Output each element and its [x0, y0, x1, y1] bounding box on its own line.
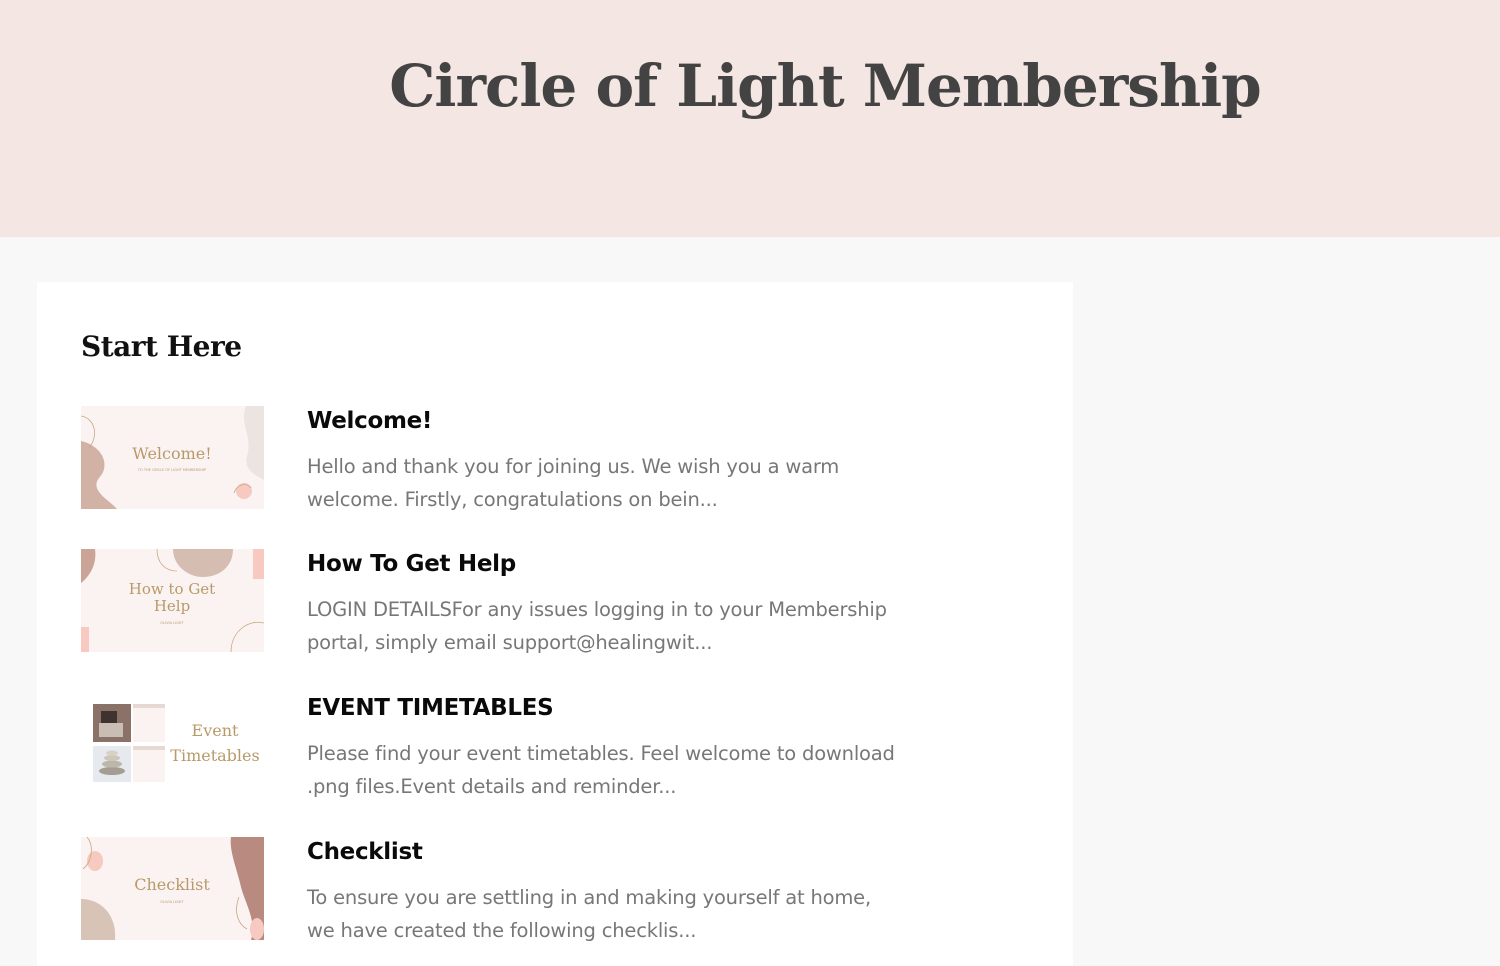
- thumb-title-line2: Timetables: [170, 746, 260, 765]
- page-header: [0, 0, 1500, 237]
- lesson-thumbnail[interactable]: [81, 549, 264, 652]
- lesson-thumbnail[interactable]: [81, 693, 264, 796]
- help-thumbnail-image: [81, 549, 264, 652]
- lesson-item-event-timetables[interactable]: [81, 693, 981, 803]
- welcome-thumbnail-image: [81, 406, 264, 509]
- lesson-title[interactable]: EVENT TIMETABLES: [307, 695, 554, 721]
- course-section-card: [37, 282, 1073, 966]
- lesson-thumbnail[interactable]: [81, 837, 264, 940]
- section-title: Start Here: [81, 330, 242, 363]
- lesson-item-how-to-get-help[interactable]: [81, 549, 981, 659]
- thumb-subtitle: TO THE CIRCLE OF LIGHT MEMBERSHIP: [137, 468, 207, 472]
- lesson-thumbnail[interactable]: [81, 406, 264, 509]
- timetables-thumbnail-image: [81, 693, 264, 796]
- page-title: Circle of Light Membership: [389, 52, 1261, 120]
- lesson-title[interactable]: Checklist: [307, 839, 423, 865]
- thumb-subtitle: OLIVIA LIGHT: [160, 621, 184, 625]
- lesson-item-checklist[interactable]: [81, 837, 981, 947]
- lesson-excerpt: Please find your event timetables. Feel welcome to download .png files.Event details and reminder...: [307, 742, 895, 798]
- lesson-title[interactable]: How To Get Help: [307, 551, 516, 577]
- lesson-excerpt: Hello and thank you for joining us. We wish you a warm welcome. Firstly, congratulations on bein...: [307, 455, 840, 511]
- lesson-excerpt: LOGIN DETAILSFor any issues logging in to your Membership portal, simply email support@healingwit...: [307, 598, 887, 654]
- lesson-title[interactable]: Welcome!: [307, 408, 433, 434]
- lesson-excerpt: To ensure you are settling in and making yourself at home, we have created the following checklis...: [307, 886, 871, 942]
- lesson-item-welcome[interactable]: [81, 406, 981, 516]
- thumb-title: Welcome!: [132, 444, 212, 463]
- thumb-subtitle: OLIVIA LIGHT: [160, 900, 184, 904]
- thumb-title-line2: Help: [153, 597, 191, 615]
- thumb-title-line1: How to Get: [128, 580, 216, 598]
- thumb-title: Checklist: [134, 875, 210, 894]
- checklist-thumbnail-image: [81, 837, 264, 940]
- thumb-title-line1: Event: [191, 721, 239, 740]
